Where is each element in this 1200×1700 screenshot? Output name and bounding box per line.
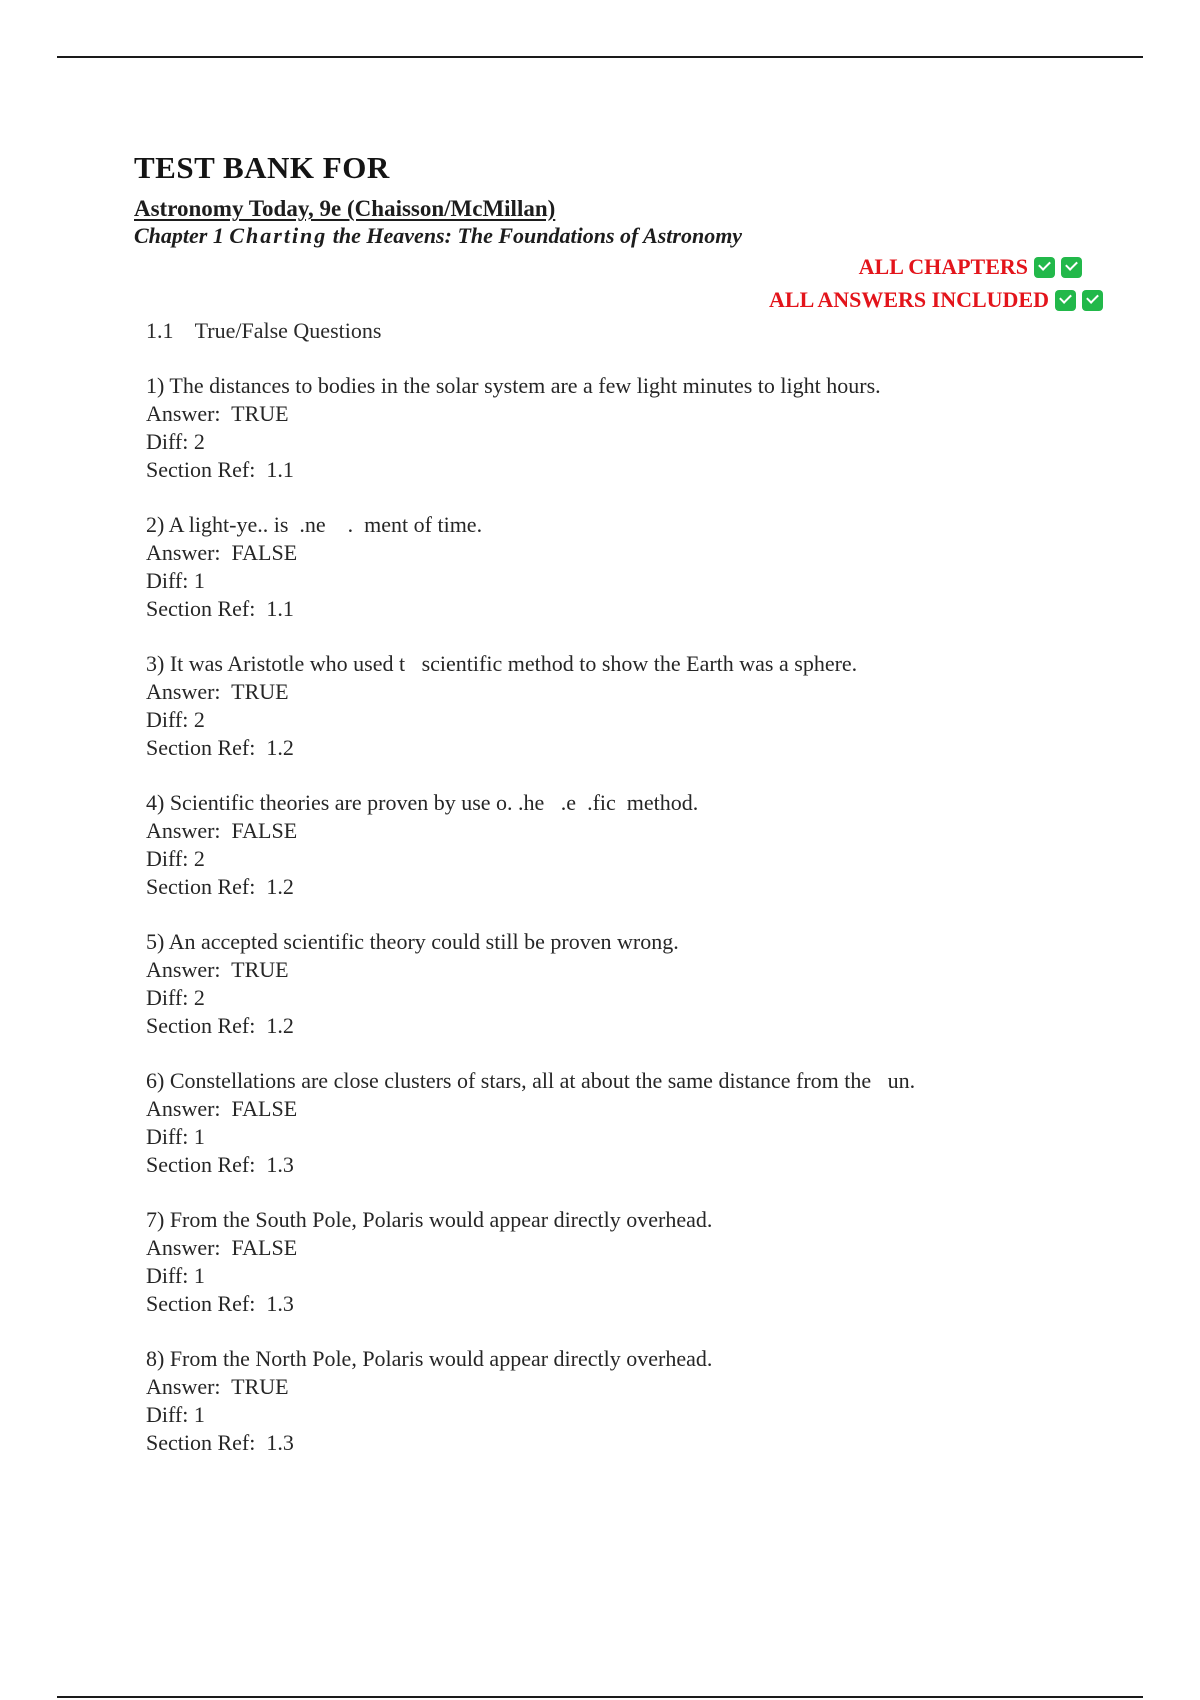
promo-all-answers-label: ALL ANSWERS INCLUDED [769,287,1049,312]
question-item [146,1345,1106,1457]
section-number: 1.1 [146,318,174,343]
chapter-name: Charting [229,223,328,248]
check-box-icon [1034,257,1055,278]
question-item [146,511,1106,623]
question-text: 2) A light-ye.. is .ne . ment of time. [146,512,483,537]
top-rule [57,56,1143,58]
question-section-ref: Section Ref: 1.2 [146,735,294,760]
question-text: 8) From the North Pole, Polaris would appear directly overhead. [146,1346,713,1371]
book-title: Astronomy Today, 9e (Chaisson/McMillan) [134,196,556,221]
section-heading [146,318,381,344]
question-item [146,1067,1106,1179]
check-box-icon [1061,257,1082,278]
question-section-ref: Section Ref: 1.3 [146,1152,294,1177]
question-item [146,372,1106,484]
question-difficulty: Diff: 1 [146,568,205,593]
promo-all-chapters [859,256,1082,278]
question-difficulty: Diff: 2 [146,846,205,871]
question-answer: Answer: TRUE [146,957,289,982]
question-difficulty: Diff: 1 [146,1402,205,1427]
question-answer: Answer: FALSE [146,540,298,565]
question-list [146,372,1106,1484]
question-difficulty: Diff: 2 [146,985,205,1010]
question-difficulty: Diff: 2 [146,429,205,454]
check-box-icon [1082,290,1103,311]
question-section-ref: Section Ref: 1.3 [146,1291,294,1316]
question-answer: Answer: FALSE [146,1096,298,1121]
promo-all-answers [769,289,1103,311]
bottom-rule [57,1696,1143,1698]
question-answer: Answer: FALSE [146,1235,298,1260]
question-answer: Answer: TRUE [146,1374,289,1399]
question-answer: Answer: FALSE [146,818,298,843]
section-title: True/False Questions [194,318,382,343]
chapter-subtitle: the Heavens: The Foundations of Astronomy [332,223,743,248]
question-item [146,1206,1106,1318]
question-section-ref: Section Ref: 1.3 [146,1430,294,1455]
question-answer: Answer: TRUE [146,401,289,426]
chapter-title [134,224,742,248]
question-section-ref: Section Ref: 1.1 [146,596,294,621]
question-text: 3) It was Aristotle who used t scientific method to show the Earth was a sphere. [146,651,858,676]
document-title: TEST BANK FOR [134,150,390,185]
question-section-ref: Section Ref: 1.1 [146,457,294,482]
check-box-icon [1055,290,1076,311]
promo-all-chapters-label: ALL CHAPTERS [858,254,1028,279]
question-item [146,650,1106,762]
question-section-ref: Section Ref: 1.2 [146,874,294,899]
question-difficulty: Diff: 1 [146,1124,205,1149]
question-text: 1) The distances to bodies in the solar system are a few light minutes to light hours. [146,373,881,398]
question-text: 5) An accepted scientific theory could still be proven wrong. [146,929,679,954]
question-text: 4) Scientific theories are proven by use o. .he .e .fic method. [146,790,699,815]
question-section-ref: Section Ref: 1.2 [146,1013,294,1038]
question-text: 6) Constellations are close clusters of stars, all at about the same distance from the un. [146,1068,916,1093]
question-difficulty: Diff: 2 [146,707,205,732]
chapter-prefix: Chapter 1 [134,223,224,248]
question-text: 7) From the South Pole, Polaris would appear directly overhead. [146,1207,713,1232]
question-difficulty: Diff: 1 [146,1263,205,1288]
question-answer: Answer: TRUE [146,679,289,704]
question-item [146,928,1106,1040]
question-item [146,789,1106,901]
